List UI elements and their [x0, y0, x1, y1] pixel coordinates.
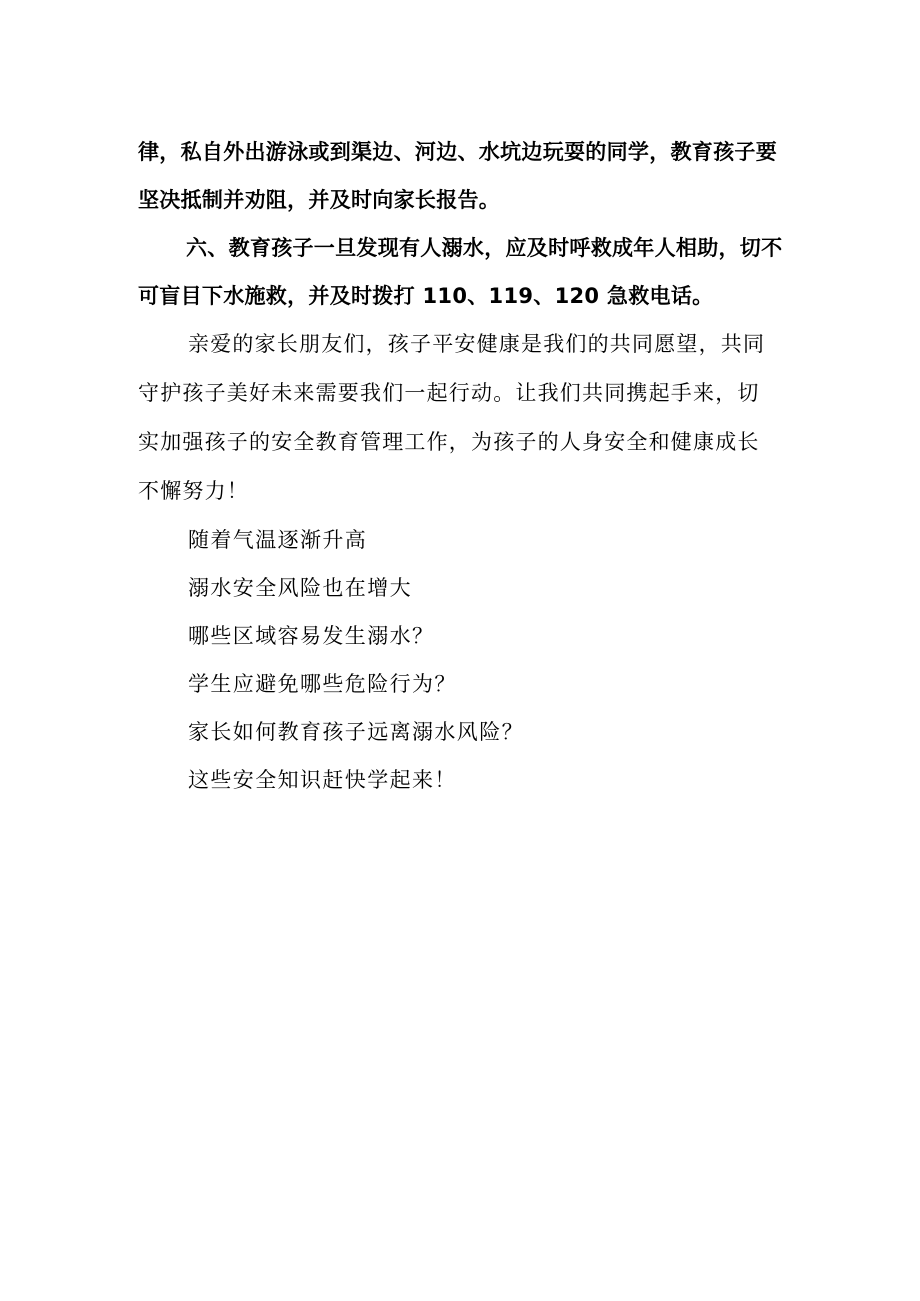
short-line: 学生应避免哪些危险行为？ — [188, 672, 457, 696]
text-line: 坚决抵制并劝阻，并及时向家长报告。 — [138, 188, 501, 212]
short-line: 溺水安全风险也在增大 — [188, 576, 412, 600]
short-line: 这些安全知识赶快学起来！ — [188, 768, 457, 792]
short-line: 随着气温逐渐升高 — [188, 528, 368, 552]
paragraph-closing — [138, 320, 786, 516]
short-lines-list — [138, 516, 786, 804]
paragraph-six — [138, 224, 786, 320]
text-line: 守护孩子美好未来需要我们一起行动。让我们共同携起手来，切 — [138, 381, 760, 405]
document-body — [138, 128, 786, 804]
text-line: 实加强孩子的安全教育管理工作，为孩子的人身安全和健康成长 — [138, 430, 760, 454]
text-line: 亲爱的家长朋友们，孩子平安健康是我们的共同愿望，共同 — [188, 332, 766, 356]
paragraph-continued — [138, 128, 786, 224]
short-line: 哪些区域容易发生溺水？ — [188, 624, 435, 648]
short-line: 家长如何教育孩子远离溺水风险？ — [188, 720, 524, 744]
text-line: 律，私自外出游泳或到渠边、河边、水坑边玩耍的同学，教育孩子要 — [138, 140, 777, 164]
text-line: 不懈努力！ — [138, 479, 249, 503]
text-line: 可盲目下水施救，并及时拨打 110、119、120 急救电话。 — [138, 284, 714, 308]
text-line: 六、教育孩子一旦发现有人溺水，应及时呼救成年人相助，切不 — [186, 236, 783, 260]
